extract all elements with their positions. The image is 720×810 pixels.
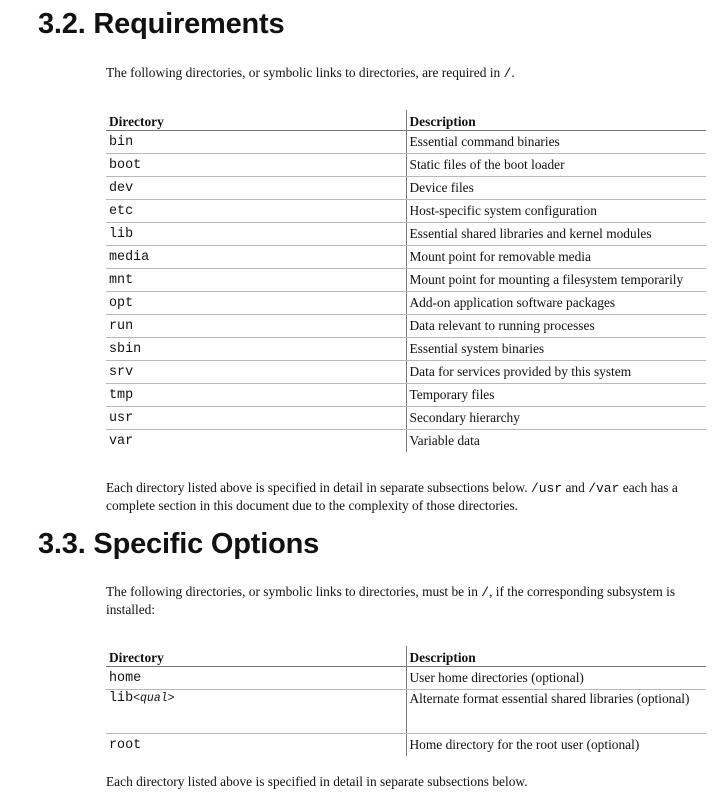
column-header-directory: Directory [106, 110, 406, 131]
directory-cell: bin [106, 131, 406, 154]
directory-cell: lib<qual> [106, 690, 406, 734]
table-row [106, 361, 706, 384]
section-heading-specific-options: 3.3. Specific Options [38, 528, 320, 560]
directory-cell: sbin [106, 338, 406, 361]
directory-cell: var [109, 433, 134, 449]
description-cell: Temporary files [406, 384, 706, 407]
description-cell: Add-on application software packages [406, 292, 706, 315]
directory-cell: srv [106, 361, 406, 384]
column-header-description: Description [406, 646, 706, 667]
description-cell: Device files [406, 177, 706, 200]
description-cell: Data relevant to running processes [406, 315, 706, 338]
column-header-description: Description [406, 110, 706, 131]
table-header-row [106, 110, 706, 131]
qualifier-placeholder: <qual> [133, 692, 175, 705]
specific-options-intro: The following directories, or symbolic links to directories, must be in /, if the corresponding subsystem is installed: [106, 584, 676, 617]
table-row [106, 690, 706, 734]
column-header-directory: Directory [106, 646, 406, 667]
directory-cell: root [109, 737, 142, 753]
description-cell: Mount point for mounting a filesystem temporarily [406, 269, 706, 292]
table-row [106, 292, 706, 315]
table-row [106, 430, 706, 453]
directory-cell: media [106, 246, 406, 269]
var-path-code: /var [588, 481, 620, 496]
root-path-code: / [481, 585, 490, 600]
description-cell: Essential system binaries [406, 338, 706, 361]
usr-path-code: /usr [530, 481, 563, 496]
description-cell: Secondary hierarchy [406, 407, 706, 430]
directory-cell: dev [106, 177, 406, 200]
table-row [106, 315, 706, 338]
table-row [106, 177, 706, 200]
table-row [106, 667, 706, 690]
table-header-row [106, 646, 706, 667]
directory-cell: run [106, 315, 406, 338]
root-path-code: / [503, 66, 512, 81]
description-cell: Essential shared libraries and kernel modules [406, 223, 706, 246]
directory-cell: etc [106, 200, 406, 223]
section-heading-requirements: 3.2. Requirements [38, 8, 285, 40]
table-row [106, 154, 706, 177]
table-row [106, 407, 706, 430]
directory-cell: opt [106, 292, 406, 315]
directory-cell: lib [106, 223, 406, 246]
table-row [106, 131, 706, 154]
table-row [106, 384, 706, 407]
description-cell: Essential command binaries [406, 131, 706, 154]
directory-cell: mnt [106, 269, 406, 292]
requirements-table [106, 110, 706, 452]
table-row [106, 338, 706, 361]
specific-options-table [106, 646, 706, 756]
description-cell: Host-specific system configuration [406, 200, 706, 223]
description-cell: Static files of the boot loader [406, 154, 706, 177]
directory-cell: home [106, 667, 406, 690]
description-cell: Alternate format essential shared libraries (optional) [406, 690, 706, 734]
table-row [106, 246, 706, 269]
description-cell: Variable data [406, 430, 706, 453]
directory-cell: usr [106, 407, 406, 430]
specific-options-note: Each directory listed above is specified in detail in separate subsections below. [106, 774, 528, 789]
description-cell: User home directories (optional) [406, 667, 706, 690]
table-row [106, 200, 706, 223]
table-row [106, 734, 706, 757]
directory-cell: boot [106, 154, 406, 177]
table-row [106, 269, 706, 292]
table-row [106, 223, 706, 246]
requirements-note: Each directory listed above is specified in detail in separate subsections below. /usr and /var each has a complete section in this document due to the complexity of those directories. [106, 480, 678, 513]
description-cell: Data for services provided by this system [406, 361, 706, 384]
description-cell: Home directory for the root user (optional) [406, 734, 706, 757]
description-cell: Mount point for removable media [406, 246, 706, 269]
requirements-intro: The following directories, or symbolic links to directories, are required in /. [106, 65, 515, 81]
directory-cell: tmp [106, 384, 406, 407]
